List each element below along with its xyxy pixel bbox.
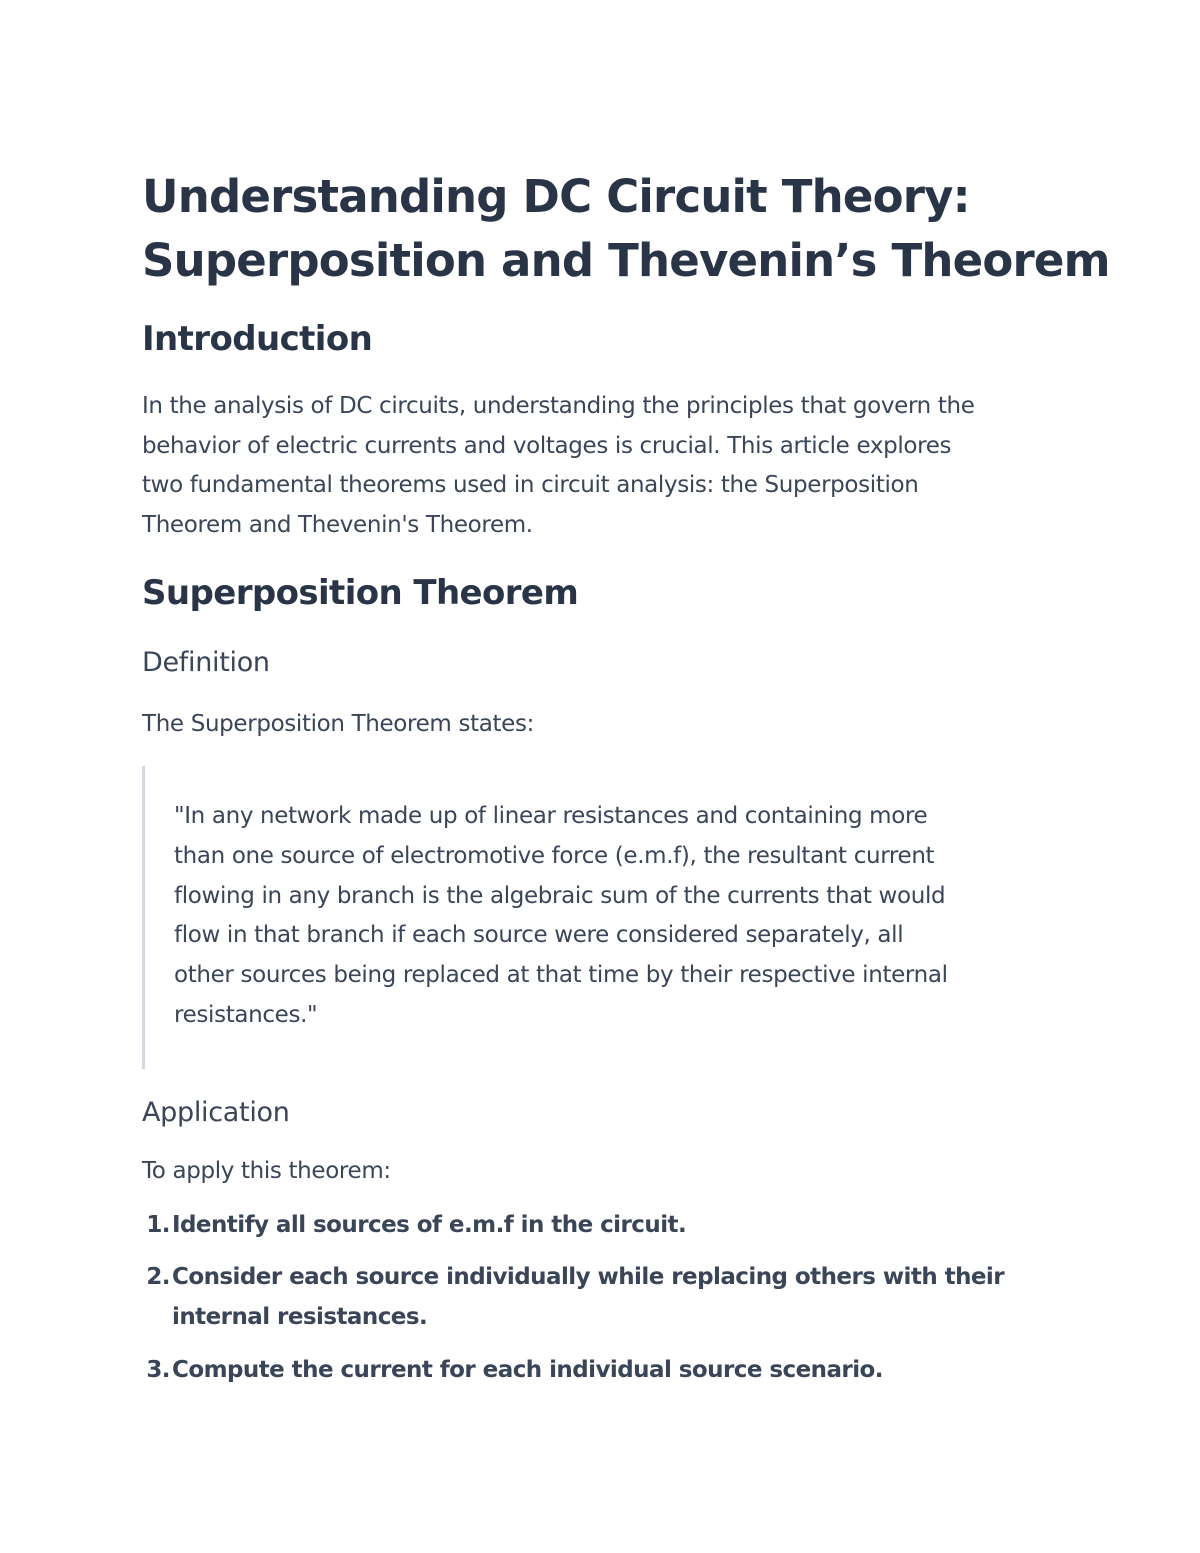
quote-line: "In any network made up of linear resistances and containing more <box>174 803 928 829</box>
application-heading: Application <box>142 1097 290 1128</box>
list-item-line: Compute the current for each individual source scenario. <box>172 1357 883 1383</box>
list-item-number: 2. <box>146 1264 170 1290</box>
list-item-line: internal resistances. <box>172 1304 428 1330</box>
title-line-1: Understanding DC Circuit Theory: <box>142 170 970 223</box>
title-line-2: Superposition and Thevenin’s Theorem <box>142 234 1110 287</box>
list-item-text <box>172 1205 686 1245</box>
list-item-line: Consider each source individually while replacing others with their <box>172 1264 1005 1290</box>
definition-intro: The Superposition Theorem states: <box>142 711 534 737</box>
quote-line: than one source of electromotive force (e.m.f), the resultant current <box>174 842 935 869</box>
list-item-number: 1. <box>146 1212 170 1238</box>
quote-line: other sources being replaced at that time by their respective internal <box>174 962 948 989</box>
introduction-line: behavior of electric currents and voltages is crucial. This article explores <box>142 432 952 459</box>
introduction-heading: Introduction <box>142 319 373 359</box>
document-title <box>142 165 1110 293</box>
theorem-blockquote <box>142 766 1055 1069</box>
application-intro: To apply this theorem: <box>142 1158 391 1184</box>
quote-line: resistances." <box>174 1001 318 1028</box>
introduction-line: In the analysis of DC circuits, understanding the principles that govern the <box>142 393 975 419</box>
introduction-line: Theorem and Thevenin's Theorem. <box>142 511 533 538</box>
superposition-heading: Superposition Theorem <box>142 573 579 613</box>
quote-line: flow in that branch if each source were considered separately, all <box>174 922 904 949</box>
list-item-line: Identify all sources of e.m.f in the circuit. <box>172 1212 687 1238</box>
list-item-number: 3. <box>146 1357 170 1383</box>
theorem-quote-text <box>174 797 948 1036</box>
quote-line: flowing in any branch is the algebraic sum of the currents that would <box>174 882 946 909</box>
list-item-text <box>172 1350 883 1390</box>
definition-heading: Definition <box>142 647 270 678</box>
introduction-line: two fundamental theorems used in circuit analysis: the Superposition <box>142 472 919 498</box>
introduction-paragraph <box>142 387 975 545</box>
list-item-text <box>172 1257 1004 1337</box>
